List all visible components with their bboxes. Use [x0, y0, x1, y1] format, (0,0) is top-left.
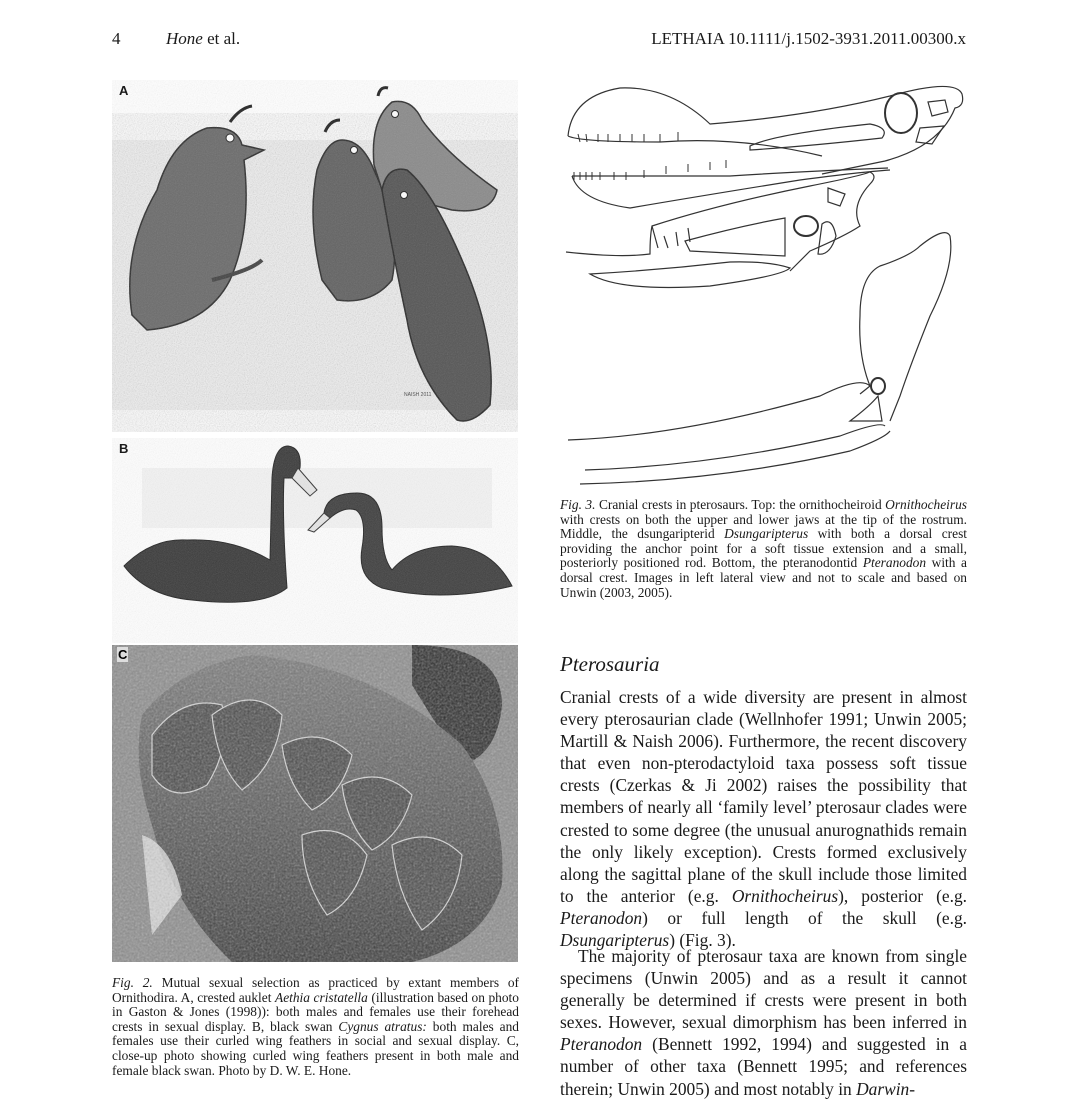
page-number: 4 [112, 29, 121, 48]
figure2-panel-b [112, 438, 518, 643]
caption-genus: Ornithocheirus [885, 497, 967, 512]
caption-fig-label: Fig. 3. [560, 497, 596, 512]
skull-ornithocheirus [568, 86, 963, 208]
panel-label-a: A [119, 83, 129, 98]
caption-text: with both a dorsal crest providing the anchor point for a soft tissue extension and a small, posteriorly positioned rod. Bottom, the pteranodontid [560, 526, 968, 571]
caption-species: Aethia cristatella [275, 989, 368, 1005]
panel-label-c: C [118, 647, 128, 662]
paragraph-text: (Bennett 1992, 1994) and suggested in a number of other taxa (Bennett 1995; and references therein; Unwin 2005) and most notably in [560, 1034, 967, 1099]
caption-species: Cygnus atratus: [338, 1018, 427, 1034]
figure3-caption [560, 498, 967, 600]
auklet-illustration [112, 80, 518, 432]
skull-dsungaripterus [566, 172, 874, 288]
pencil-grain [112, 80, 518, 432]
skull-pteranodon [568, 233, 951, 484]
figure2-caption [112, 976, 519, 1078]
pencil-grain [112, 438, 518, 643]
caption-text: with crests on both the upper and lower jaws at the tip of the rostrum. Middle, the dsungaripterid [560, 511, 967, 542]
swan-illustration [112, 438, 518, 643]
header-author: Hone [166, 29, 203, 48]
feather-photo [112, 645, 518, 962]
photo-grain [112, 645, 518, 962]
caption-text: both males and females use their curled wing feathers in social and sexual display. C, close-up photo showing curled wing feathers present in both male and female black swan. Photo by D. W. E. Hone. [112, 1018, 519, 1078]
journal-doi: LETHAIA 10.1111/j.1502-3931.2011.00300.x [651, 29, 966, 48]
caption-text: Cranial crests in pterosaurs. Top: the ornithocheiroid [595, 497, 886, 512]
genus-name: Pteranodon [560, 907, 643, 928]
teeth-lower [574, 160, 726, 180]
paragraph-text: ), posterior (e.g. [838, 885, 968, 906]
genus-name: Ornithocheirus [731, 885, 839, 906]
figure2-panel-c [112, 645, 518, 962]
panel-label-b: B [119, 441, 129, 456]
header-author-etal: et al. [202, 29, 241, 48]
caption-text: Mutual sexual selection as practiced by extant members of Ornithodira. A, crested auklet [112, 975, 519, 1005]
paragraph-text: Cranial crests of a wide diversity are present in almost every pterosaurian clade (Wellnhofer 1991; Unwin 2005; Martill & Naish 2006). Furthermore, the recent discovery that even non-pterodactyloid taxa possess soft tissue crests (Czerkas & Ji 2002) raises the possibility that members of nearly all ‘family level’ pterosaur clades were crested to some degree (the unusual anurognathids remain the only likely exception). Crests formed exclusively along the sagittal plane of the skull include those limited to the anterior (e.g. [560, 687, 967, 906]
running-header-left [112, 29, 240, 49]
genus-name: Pteranodon [560, 1034, 643, 1055]
caption-text: with a dorsal crest. Images in left lateral view and not to scale and based on Unwin (2003, 2005). [560, 555, 967, 600]
caption-genus: Pteranodon [862, 555, 927, 571]
section-heading: Pterosauria [560, 652, 660, 676]
genus-name: Dsungaripterus [560, 930, 670, 951]
caption-fig-label: Fig. 2. [112, 975, 153, 990]
body-paragraph [560, 945, 967, 1100]
paragraph-text: The majority of pterosaur taxa are known from single specimens (Unwin 2005) and as a result it cannot generally be determined if crests were present in both sexes. However, sexual dimorphism has been inferred in [560, 946, 967, 1033]
paragraph-text: ) (Fig. 3). [669, 930, 736, 951]
body-paragraph [560, 686, 967, 951]
figure2-panel-a [112, 80, 518, 432]
genus-name: Darwin- [856, 1078, 916, 1099]
caption-genus: Dsungaripterus [724, 526, 809, 542]
figure3-skull-drawings [560, 76, 968, 488]
caption-text: (illustration based on photo in Gaston & Jones (1998)): both males and females use their forehead crests in sexual display. B, black swan [112, 989, 519, 1034]
paragraph-text: ) or full length of the skull (e.g. [642, 907, 967, 928]
artist-signature: NAISH 2011 [404, 392, 432, 398]
